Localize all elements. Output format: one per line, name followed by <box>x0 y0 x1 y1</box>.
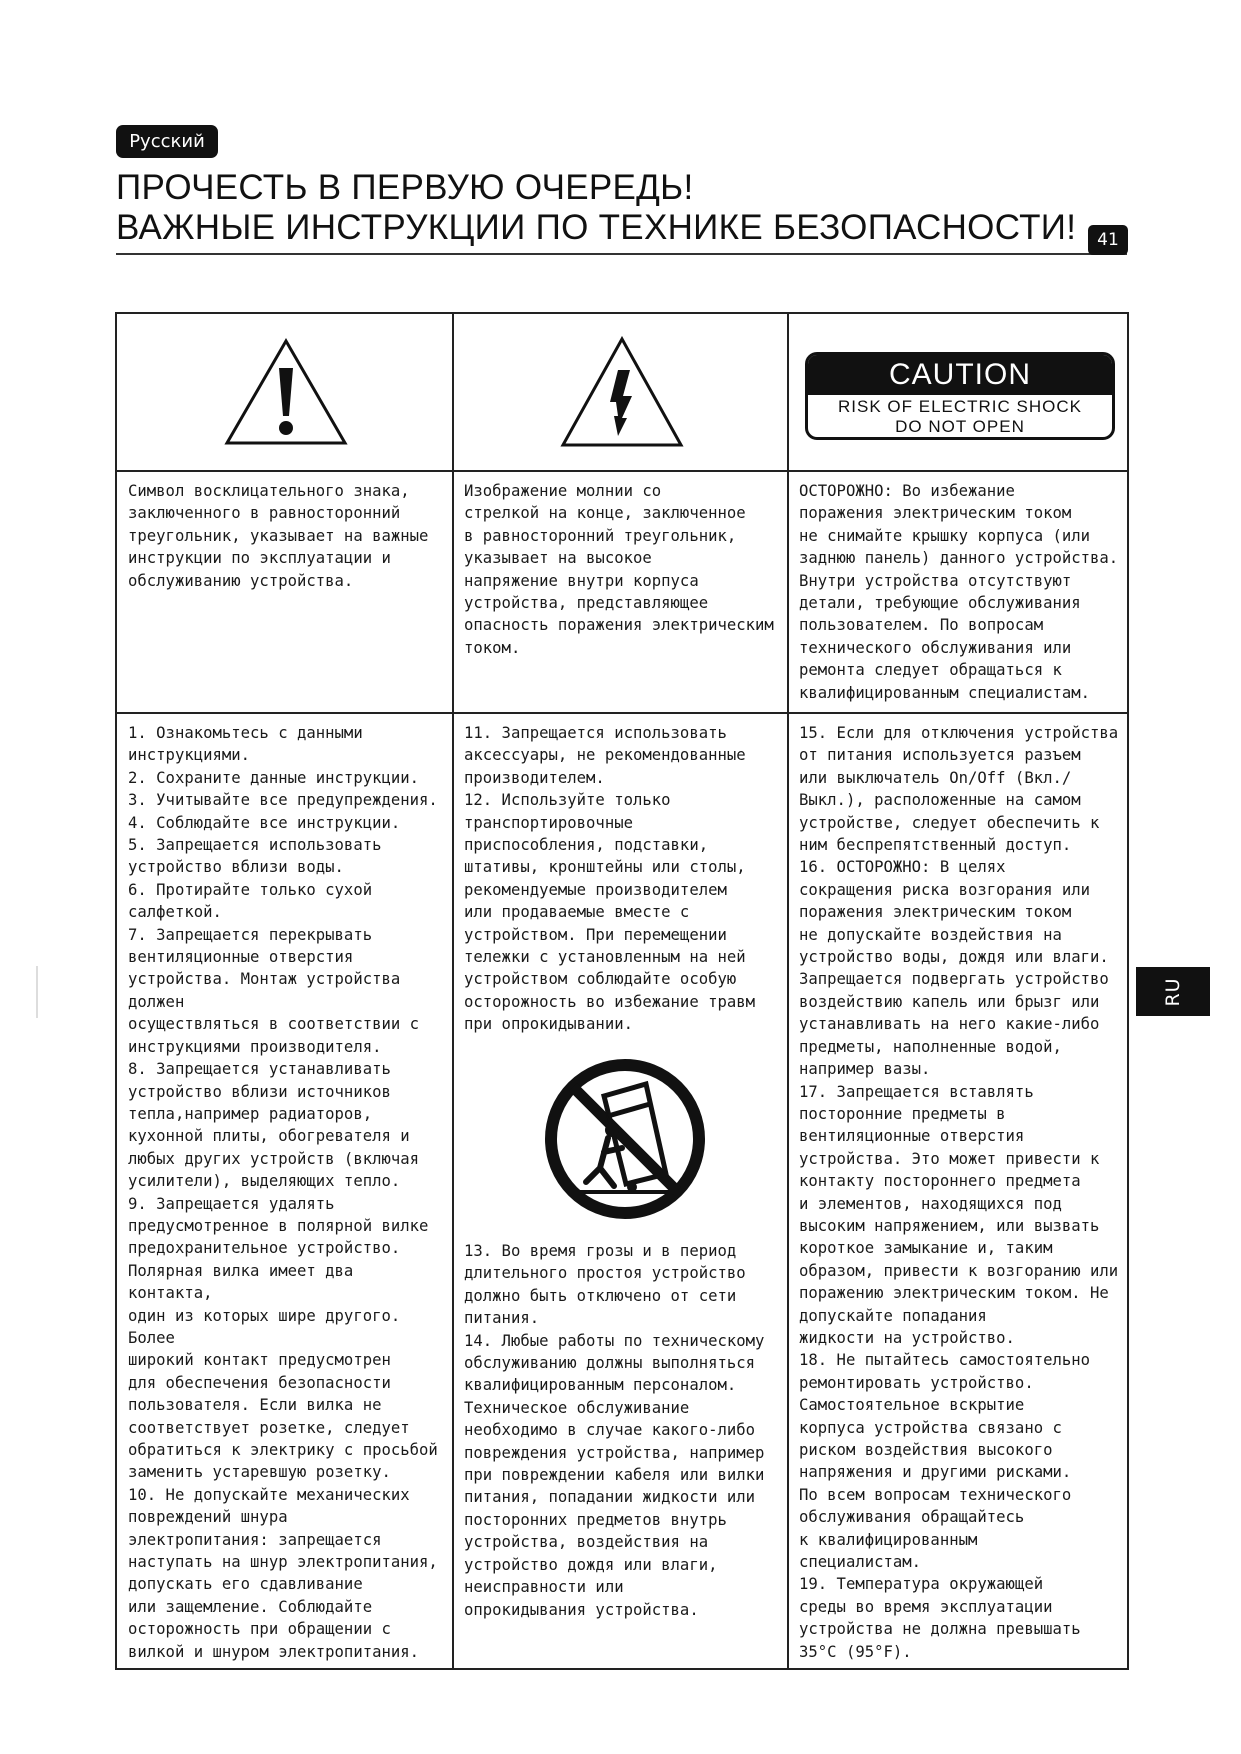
side-tab-label: RU <box>1162 976 1184 1007</box>
lightning-triangle-icon <box>560 336 684 448</box>
row-divider-1 <box>117 470 1127 472</box>
row-divider-2 <box>117 712 1127 714</box>
title-line-2: ВАЖНЫЕ ИНСТРУКЦИИ ПО ТЕХНИКЕ БЕЗОПАСНОСТИ! <box>116 208 1077 247</box>
instructions-column-2-top: 11. Запрещается использовать аксессуары, не рекомендованные производителем. 12. Используйте только транспортировочные приспособления, подставки, штативы, кронштейны или столы, рекомендуемые производителем или продаваемые вместе с устройством. При перемещении тележки с установленным на ней устройством соблюдайте особую осторожность во избежание травм при опрокидывании. <box>464 724 756 1034</box>
instructions-column-1: 1. Ознакомьтесь с данными инструкциями. 2. Сохраните данные инструкции. 3. Учитывайте все предупреждения. 4. Соблюдайте все инструкции. 5. Запрещается использовать устройство вблизи воды. 6. Протирайте только сухой салфеткой. 7. Запрещается перекрывать вентиляционные отверстия устройства. Монтаж устройства должен осуществляться в соответствии с инструкциями производителя. 8. Запрещается устанавливать устройство вблизи источников тепла,например радиаторов, кухонной плиты, обогревателя и любых других устройств (включая усилители), выделяющих тепло. 9. Запрещается удалять предусмотренное в полярной вилке предохранительное устройство. Полярная вилка имеет два контакта, один из которых шире другого. Более широкий контакт предусмотрен для обеспечения безопасности пользователя. Если вилка не соответствует розетке, следует обратиться к электрику с просьбой заменить устаревшую розетку. 10. Не допускайте механических повреждений шнура электропитания: запрещается наступать на шнур электропитания, допускать его сдавливание или защемление. Соблюдайте осторожность при обращении с вилкой и шнуром электропитания. <box>128 724 438 1661</box>
exclamation-description: Символ восклицательного знака, заключенного в равносторонний треугольник, указывает на важные инструкции по эксплуатации и обслуживанию устройства. <box>128 482 429 590</box>
lightning-description: Изображение молнии со стрелкой на конце, заключенное в равносторонний треугольник, указывает на высокое напряжение внутри корпуса устройства, представляющее опасность поражения электрическим током. <box>464 482 774 657</box>
instructions-column-2-bottom: 13. Во время грозы и в период длительного простоя устройство должно быть отключено от сети питания. 14. Любые работы по техническому обслуживанию должны выполняться квалифицированным персоналом. Техническое обслуживание необходимо в случае какого-либо повреждения устройства, например при повреждении кабеля или вилки питания, попадании жидкости или посторонних предметов внутрь устройства, воздействия на устройство дождя или влаги, неисправности или опрокидывания устройства. <box>464 1242 765 1619</box>
page-title <box>116 168 1116 248</box>
cart-tipover-warning-icon <box>542 1056 708 1222</box>
margin-mark <box>36 966 38 1018</box>
caution-description: ОСТОРОЖНО: Во избежание поражения электрическим током не снимайте крышку корпуса (или заднюю панель) данного устройства. Внутри устройства отсутствуют детали, требующие обслуживания пользователем. По вопросам технического обслуживания или ремонта следует обращаться к квалифицированным специалистам. <box>799 482 1119 702</box>
title-underline <box>116 253 1127 255</box>
caution-label <box>805 352 1115 440</box>
page-number: 41 <box>1088 225 1128 255</box>
caution-heading: CAUTION <box>808 355 1112 395</box>
column-divider-2 <box>787 314 789 1668</box>
safety-table <box>115 312 1129 1670</box>
instructions-column-3: 15. Если для отключения устройства от питания используется разъем или выключатель On/Off (Вкл./ Выкл.), расположенные на самом устройстве, следует обеспечить к ним беспрепятственный доступ. 16. ОСТОРОЖНО: В целях сокращения риска возгорания или поражения электрическим током не допускайте воздействия на устройство воды, дождя или влаги. Запрещается подвергать устройство воздействию капель или брызг или устанавливать на него какие-либо предметы, наполненные водой, например вазы. 17. Запрещается вставлять посторонние предметы в вентиляционные отверстия устройства. Это может привести к контакту постороннего предмета и элементов, находящихся под высоким напряжением, или вызвать короткое замыкание и, таким образом, привести к возгоранию или поражению электрическим током. Не допускайте попадания жидкости на устройство. 18. Не пытайтесь самостоятельно ремонтировать устройство. Самостоятельное вскрытие корпуса устройства связано с риском воздействия высокого напряжения и другими рисками. По всем вопросам технического обслуживания обращайтесь к квалифицированным специалистам. 19. Температура окружающей среды во время эксплуатации устройства не должна превышать 35°C (95°F). <box>799 724 1119 1661</box>
title-line-1: ПРОЧЕСТЬ В ПЕРВУЮ ОЧЕРЕДЬ! <box>116 168 694 207</box>
caution-line-2: DO NOT OPEN <box>895 417 1025 436</box>
column-divider-1 <box>452 314 454 1668</box>
exclamation-triangle-icon <box>224 338 348 446</box>
caution-line-1: RISK OF ELECTRIC SHOCK <box>838 397 1082 416</box>
language-side-tab <box>1136 967 1210 1016</box>
language-badge: Русский <box>116 125 218 158</box>
